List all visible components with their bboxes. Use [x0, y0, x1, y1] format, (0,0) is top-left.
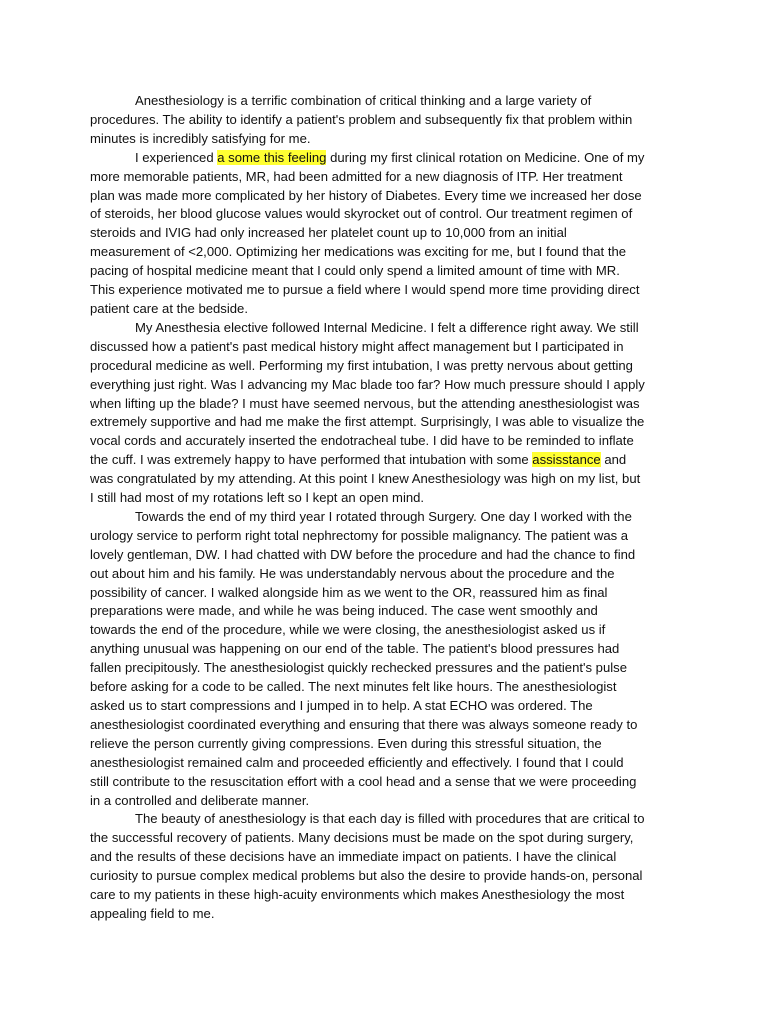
text-line: still contribute to the resuscitation effort with a cool head and a sense that we were proceeding	[90, 773, 637, 789]
text-line: everything just right. Was I advancing my Mac blade too far? How much pressure should I apply	[90, 376, 645, 392]
text-line: anything unusual was happening on our end of the table. The patient's blood pressures had	[90, 641, 620, 657]
text-line: measurement of <2,000. Optimizing her medications was exciting for me, but I found that the	[90, 244, 627, 260]
text-line: the successful recovery of patients. Many decisions must be made on the spot during surgery,	[90, 830, 634, 846]
paragraph-medicine	[90, 149, 680, 319]
text-line: extremely supportive and had me make the first attempt. Surprisingly, I was able to visualize the	[90, 414, 645, 430]
text-line: plan was made more complicated by her history of Diabetes. Every time we increased her dose	[90, 187, 642, 203]
text-line: fallen precipitously. The anesthesiologist quickly rechecked pressures and the patient's pulse	[90, 660, 627, 676]
text-line: preparations were made, and while he was being induced. The case went smoothly and	[90, 603, 598, 619]
essay-body	[90, 92, 680, 924]
paragraph-conclusion	[90, 810, 680, 923]
text-line: discussed how a patient's past medical history might affect management but I participated in	[90, 338, 624, 354]
text-line: was congratulated by my attending. At this point I knew Anesthesiology was high on my list, but	[90, 471, 641, 487]
text-line: patient care at the bedside.	[90, 300, 248, 316]
text-line: in a controlled and deliberate manner.	[90, 792, 310, 808]
text-line: procedures. The ability to identify a patient's problem and subsequently fix that problem within	[90, 111, 633, 127]
text-line: My Anesthesia elective followed Internal Medicine. I felt a difference right away. We still	[135, 319, 639, 335]
text-line: before asking for a code to be called. The next minutes felt like hours. The anesthesiologist	[90, 679, 617, 695]
text-segment: and	[600, 452, 627, 468]
text-line: minutes is incredibly satisfying for me.	[90, 130, 311, 146]
text-line: The beauty of anesthesiology is that each day is filled with procedures that are critical to	[135, 811, 645, 827]
highlighted-text: a some this feeling	[217, 149, 327, 165]
text-line	[90, 451, 680, 470]
text-line: out about him and his family. He was understandably nervous about the procedure and the	[90, 565, 615, 581]
text-line: care to my patients in these high-acuity environments which makes Anesthesiology the most	[90, 887, 625, 903]
highlighted-text: assisstance	[532, 452, 601, 468]
text-line: appealing field to me.	[90, 905, 215, 921]
text-line: towards the end of the procedure, while we were closing, the anesthesiologist asked us if	[90, 622, 606, 638]
text-segment: the cuff. I was extremely happy to have performed that intubation with some	[90, 452, 533, 468]
text-line: This experience motivated me to pursue a field where I would spend more time providing direct	[90, 282, 640, 298]
text-line: I still had most of my rotations left so I kept an open mind.	[90, 490, 425, 506]
text-line: pacing of hospital medicine meant that I could only spend a limited amount of time with MR.	[90, 263, 620, 279]
paragraph-intro	[90, 92, 680, 149]
text-line: Towards the end of my third year I rotated through Surgery. One day I worked with the	[135, 508, 632, 524]
text-line: lovely gentleman, DW. I had chatted with DW before the procedure and had the chance to find	[90, 546, 636, 562]
text-line: urology service to perform right total nephrectomy for possible malignancy. The patient was a	[90, 527, 629, 543]
text-line: anesthesiologist remained calm and proceeded efficiently and effectively. I found that I could	[90, 754, 624, 770]
text-line: and the results of these decisions have an immediate impact on patients. I have the clinical	[90, 849, 617, 865]
text-line: more memorable patients, MR, had been admitted for a new diagnosis of ITP. Her treatment	[90, 168, 623, 184]
text-line: relieve the person currently giving compressions. Even during this stressful situation, the	[90, 735, 602, 751]
text-segment: I experienced	[135, 149, 218, 165]
text-line: when lifting up the blade? I must have seemed nervous, but the attending anesthesiologist was	[90, 395, 640, 411]
text-line: steroids and IVIG had only increased her platelet count up to 10,000 from an initial	[90, 225, 567, 241]
text-line: asked us to start compressions and I jumped in to help. A stat ECHO was ordered. The	[90, 698, 593, 713]
text-line: Anesthesiology is a terrific combination of critical thinking and a large variety of	[135, 93, 592, 108]
text-line: curiosity to pursue complex medical problems but also the desire to provide hands-on, personal	[90, 868, 643, 884]
paragraph-surgery	[90, 508, 680, 811]
text-line: vocal cords and accurately inserted the endotracheal tube. I did have to be reminded to inflate	[90, 433, 634, 449]
text-line: possibility of cancer. I walked alongside him as we went to the OR, reassured him as final	[90, 584, 608, 600]
text-line: procedural medicine as well. Performing my first intubation, I was pretty nervous about getting	[90, 357, 633, 373]
text-line	[90, 149, 680, 168]
text-line: of steroids, her blood glucose values would skyrocket out of control. Our treatment regimen of	[90, 206, 633, 222]
text-segment: during my first clinical rotation on Medicine. One of my	[326, 149, 645, 165]
text-line: anesthesiologist coordinated everything and ensuring that there was always someone ready to	[90, 716, 638, 732]
paragraph-anesthesia-elective	[90, 319, 680, 508]
